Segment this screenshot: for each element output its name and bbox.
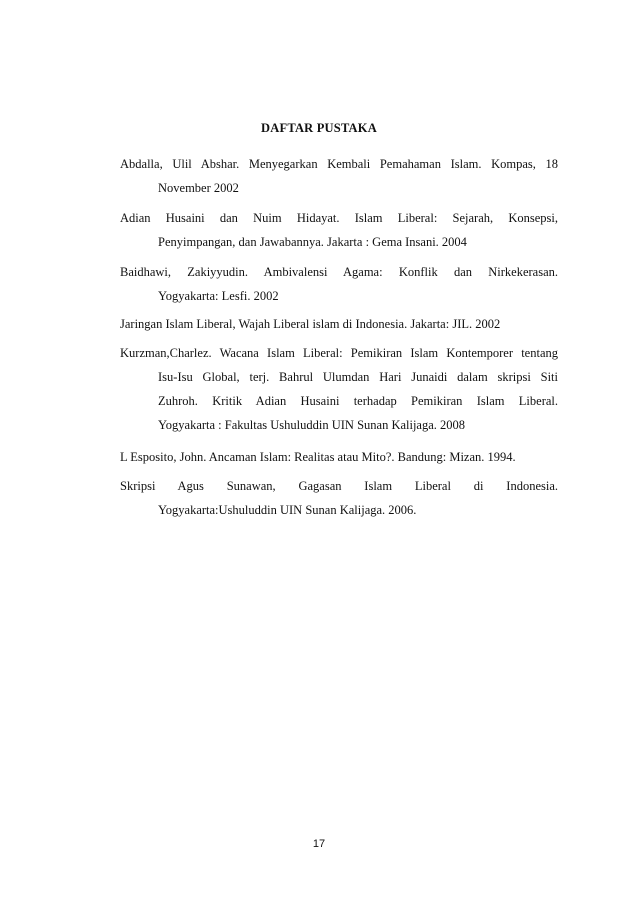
reference-line: Yogyakarta: Lesfi. 2002 <box>158 289 279 303</box>
reference-line: Yogyakarta:Ushuluddin UIN Sunan Kalijaga. 2006. <box>158 503 417 517</box>
reference-line: L Esposito, John. Ancaman Islam: Realitas atau Mito?. Bandung: Mizan. 1994. <box>120 450 516 464</box>
reference-entry <box>120 341 558 445</box>
reference-entry <box>120 474 558 528</box>
reference-line: Abdalla, Ulil Abshar. Menyegarkan Kembali Pemahaman Islam. Kompas, 18 <box>120 157 558 171</box>
reference-line: November 2002 <box>158 181 239 195</box>
page-title: DAFTAR PUSTAKA <box>261 121 377 135</box>
reference-entry <box>120 206 558 260</box>
reference-line: Penyimpangan, dan Jawabannya. Jakarta : Gema Insani. 2004 <box>158 235 467 249</box>
reference-entry <box>120 312 558 341</box>
reference-line: Skripsi Agus Sunawan, Gagasan Islam Liberal di Indonesia. <box>120 479 558 493</box>
reference-entry <box>120 260 558 312</box>
reference-line: Zuhroh. Kritik Adian Husaini terhadap Pemikiran Islam Liberal. <box>158 394 558 408</box>
reference-line: Yogyakarta : Fakultas Ushuluddin UIN Sunan Kalijaga. 2008 <box>158 418 466 432</box>
reference-line: Isu-Isu Global, terj. Bahrul Ulumdan Hari Junaidi dalam skripsi Siti <box>158 370 558 384</box>
reference-entry <box>120 152 558 206</box>
reference-line: Adian Husaini dan Nuim Hidayat. Islam Liberal: Sejarah, Konsepsi, <box>120 211 558 225</box>
reference-line: Kurzman,Charlez. Wacana Islam Liberal: Pemikiran Islam Kontemporer tentang <box>120 346 558 360</box>
reference-entry <box>120 445 558 474</box>
reference-line: Baidhawi, Zakiyyudin. Ambivalensi Agama: Konflik dan Nirkekerasan. <box>120 265 558 279</box>
reference-list <box>120 152 558 528</box>
page-number: 17 <box>312 838 326 850</box>
reference-line: Jaringan Islam Liberal, Wajah Liberal islam di Indonesia. Jakarta: JIL. 2002 <box>120 317 501 331</box>
